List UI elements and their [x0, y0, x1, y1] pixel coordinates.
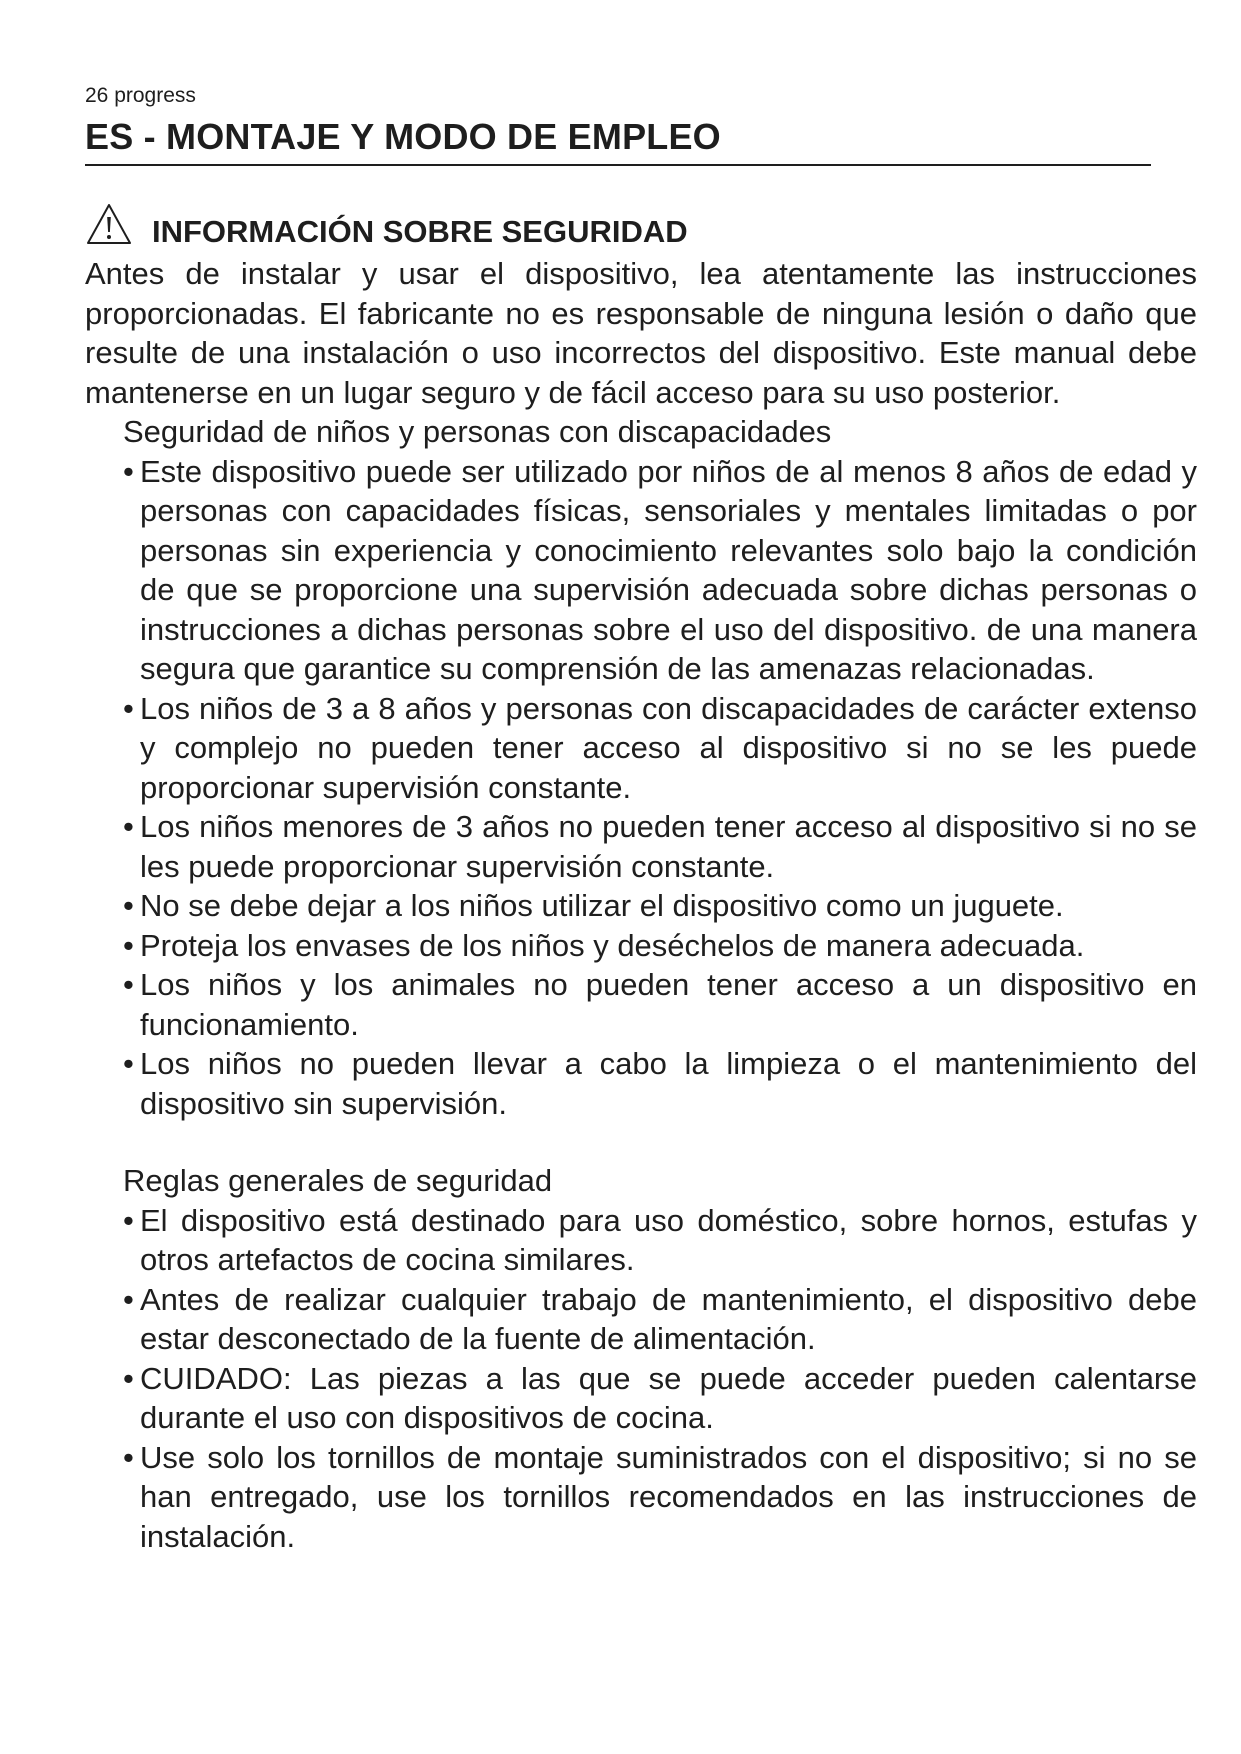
list-item: • CUIDADO: Las piezas a las que se puede acceder pueden calentarse durante el uso con dispositivos de cocina.: [140, 1359, 1197, 1438]
children-safety-heading: Seguridad de niños y personas con discapacidades: [123, 414, 832, 449]
list-item: • Los niños no pueden llevar a cabo la limpieza o el mantenimiento del dispositivo sin supervisión.: [140, 1044, 1197, 1123]
list-item: • El dispositivo está destinado para uso doméstico, sobre hornos, estufas y otros artefactos de cocina similares.: [140, 1201, 1197, 1280]
list-item: • Use solo los tornillos de montaje suministrados con el dispositivo; si no se han entregado, use los tornillos recomendados en las instrucciones de instalación.: [140, 1438, 1197, 1557]
list-item: • Los niños de 3 a 8 años y personas con discapacidades de carácter extenso y complejo no pueden tener acceso al dispositivo si no se les puede proporcionar supervisión constante.: [140, 689, 1197, 808]
section-heading: INFORMACIÓN SOBRE SEGURIDAD: [152, 214, 688, 249]
page-header: 26 progress: [85, 84, 196, 107]
body-text: [85, 254, 1197, 1556]
list-item: • Proteja los envases de los niños y deséchelos de manera adecuada.: [140, 926, 1197, 966]
list-item: • Antes de realizar cualquier trabajo de mantenimiento, el dispositivo debe estar desconectado de la fuente de alimentación.: [140, 1280, 1197, 1359]
list-item: • No se debe dejar a los niños utilizar el dispositivo como un juguete.: [140, 886, 1197, 926]
general-safety-list: [85, 1201, 1197, 1557]
title-divider: [85, 164, 1151, 166]
general-safety-heading: Reglas generales de seguridad: [123, 1163, 553, 1198]
warning-triangle-icon: [85, 202, 133, 246]
list-item: • Este dispositivo puede ser utilizado por niños de al menos 8 años de edad y personas con capacidades físicas, sensoriales y mentales limitadas o por personas sin experiencia y conocimiento relevantes solo bajo la condición de que se proporcione una supervisión adecuada sobre dichas personas o instrucciones a dichas personas sobre el uso del dispositivo. de una manera segura que garantice su comprensión de las amenazas relacionadas.: [140, 452, 1197, 689]
list-item: • Los niños menores de 3 años no pueden tener acceso al dispositivo si no se les puede proporcionar supervisión constante.: [140, 807, 1197, 886]
list-item: • Los niños y los animales no pueden tener acceso a un dispositivo en funcionamiento.: [140, 965, 1197, 1044]
page-title: ES - MONTAJE Y MODO DE EMPLEO: [85, 116, 721, 157]
children-safety-list: [85, 452, 1197, 1124]
intro-paragraph: Antes de instalar y usar el dispositivo, lea atentamente las instrucciones proporcionadas. El fabricante no es responsable de ninguna lesión o daño que resulte de una instalación o uso incorrectos del dispositivo. Este manual debe mantenerse en un lugar seguro y de fácil acceso para su uso posterior.: [85, 256, 1197, 410]
